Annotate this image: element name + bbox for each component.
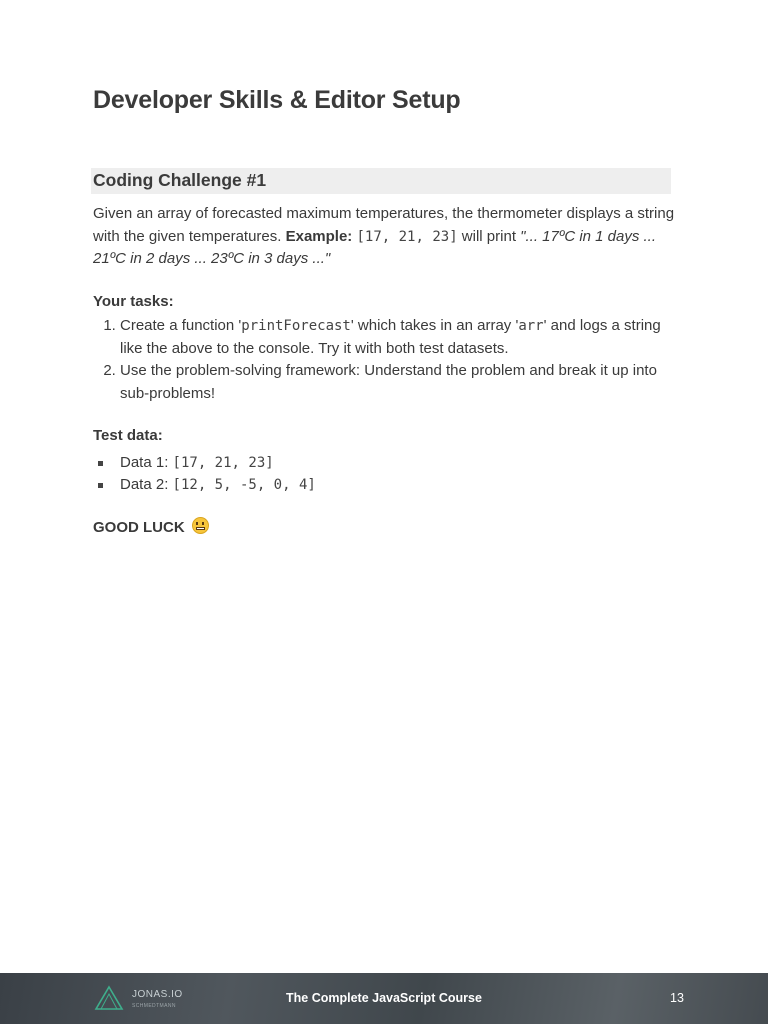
- footer-brand-sub: SCHMEDTMANN: [132, 1003, 176, 1009]
- jonas-logo-icon: [94, 985, 124, 1011]
- task1-text-a: Create a function ': [120, 317, 242, 334]
- footer-brand: JONAS.IO: [132, 989, 183, 1000]
- good-luck-line: [93, 517, 678, 540]
- data2-code: [12, 5, -5, 0, 4]: [172, 477, 316, 493]
- intro-text-2: will print: [457, 227, 521, 245]
- test-data-list: [93, 452, 678, 497]
- data1-code: [17, 21, 23]: [172, 454, 274, 471]
- task-item: [120, 315, 678, 360]
- task1-arr-code: arr: [518, 318, 544, 334]
- task1-text-b: ' which takes in an array ': [350, 317, 519, 334]
- challenge-content: [93, 203, 678, 539]
- example-code: [17, 21, 23]: [356, 228, 458, 245]
- intro-text-1: Given an array of forecasted maximum temperatures, the thermometer displays a string with the given temperatures.: [93, 205, 675, 245]
- page-number: 13: [670, 991, 684, 1005]
- task-item: 2. Use the problem-solving framework: Understand the problem and break it up into sub-problems!: [120, 360, 678, 405]
- grinning-face-icon: [192, 517, 209, 534]
- test-data-label: Test data:: [93, 427, 163, 444]
- tasks-label: Your tasks:: [93, 292, 174, 310]
- task1-text-c: ' and logs a string like the above to the console. Try it with both test datasets.: [120, 317, 661, 357]
- data2-label: Data 2:: [120, 476, 173, 493]
- test-data-item: [120, 452, 678, 475]
- task1-function-code: printForecast: [241, 318, 351, 334]
- footer-course-title: The Complete JavaScript Course: [286, 991, 482, 1005]
- data1-label: Data 1:: [120, 453, 173, 471]
- page-title: Developer Skills & Editor Setup: [93, 86, 461, 114]
- intro-paragraph: [93, 203, 678, 271]
- example-label: Example:: [285, 227, 353, 245]
- challenge-heading: Coding Challenge #1: [91, 168, 671, 194]
- tasks-list: [93, 315, 678, 405]
- good-luck-text: GOOD LUCK: [93, 518, 189, 536]
- test-data-item: [120, 474, 678, 497]
- page-footer: [0, 973, 768, 1024]
- example-output: "... 17ºC in 1 days ... 21ºC in 2 days ... 23ºC in 3 days ...": [93, 227, 657, 267]
